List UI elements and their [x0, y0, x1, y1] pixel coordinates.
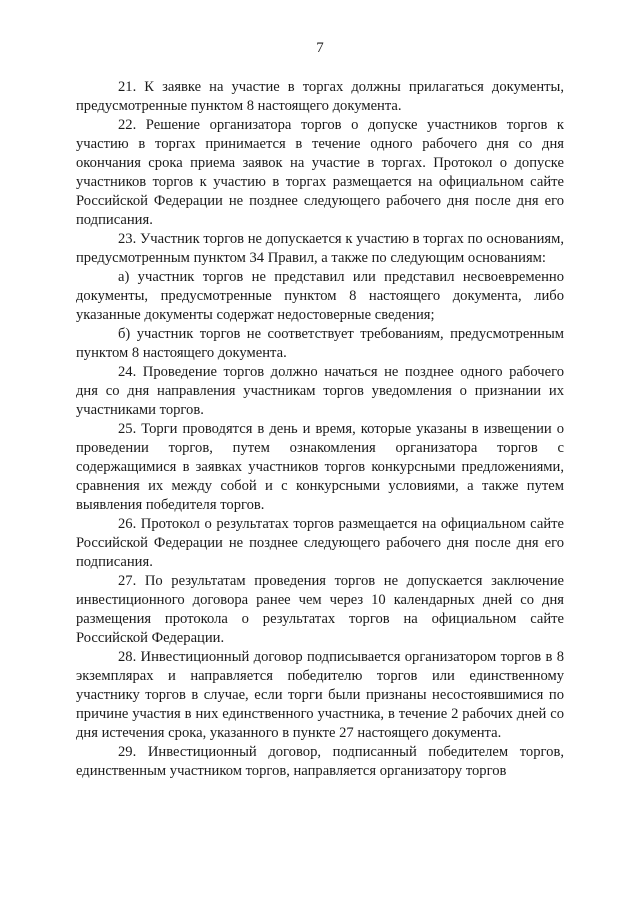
- document-body: [76, 78, 564, 781]
- paragraph-21: 21. К заявке на участие в торгах должны прилагаться документы, предусмотренные пунктом 8 настоящего документа.: [76, 79, 564, 114]
- paragraph-26: 26. Протокол о результатах торгов размещается на официальном сайте Российской Федерации не позднее следующего рабочего дня после дня его подписания.: [76, 516, 564, 570]
- paragraph-23: 23. Участник торгов не допускается к участию в торгах по основаниям, предусмотренным пунктом 34 Правил, а также по следующим основаниям:: [76, 231, 564, 266]
- paragraph-22: 22. Решение организатора торгов о допуске участников торгов к участию в торгах принимается в течение одного рабочего дня со дня окончания срока приема заявок на участие в торгах. Протокол о допуске участников торгов к участию в торгах размещается на официальном сайте Российской Федерации не позднее следующего рабочего дня после дня его подписания.: [76, 117, 564, 228]
- paragraph-24: 24. Проведение торгов должно начаться не позднее одного рабочего дня со дня направления участникам торгов уведомления о признании их участниками торгов.: [76, 364, 564, 418]
- paragraph-23-b: б) участник торгов не соответствует требованиям, предусмотренным пунктом 8 настоящего документа.: [76, 326, 564, 361]
- paragraph-29: 29. Инвестиционный договор, подписанный победителем торгов, единственным участником торгов, направляется организатору торгов: [76, 744, 564, 779]
- paragraph-28: 28. Инвестиционный договор подписывается организатором торгов в 8 экземплярах и направляется победителю торгов или единственному участнику торгов в случае, если торги были признаны несостоявшимися по причине участия в них единственного участника, в течение 2 рабочих дней со дня истечения срока, указанного в пункте 27 настоящего документа.: [76, 649, 564, 741]
- paragraph-23-a: а) участник торгов не представил или представил несвоевременно документы, предусмотренные пунктом 8 настоящего документа, либо указанные документы содержат недостоверные сведения;: [76, 269, 564, 323]
- paragraph-25: 25. Торги проводятся в день и время, которые указаны в извещении о проведении торгов, путем ознакомления организатора торгов с содержащимися в заявках участников торгов конкурсными предложениями, сравнения их между собой и с конкурсными условиями, а также путем выявления победителя торгов.: [76, 421, 564, 513]
- page-number: 7: [316, 40, 324, 56]
- paragraph-27: 27. По результатам проведения торгов не допускается заключение инвестиционного договора ранее чем через 10 календарных дней со дня размещения протокола о результатах торгов на официальном сайте Российской Федерации.: [76, 573, 564, 646]
